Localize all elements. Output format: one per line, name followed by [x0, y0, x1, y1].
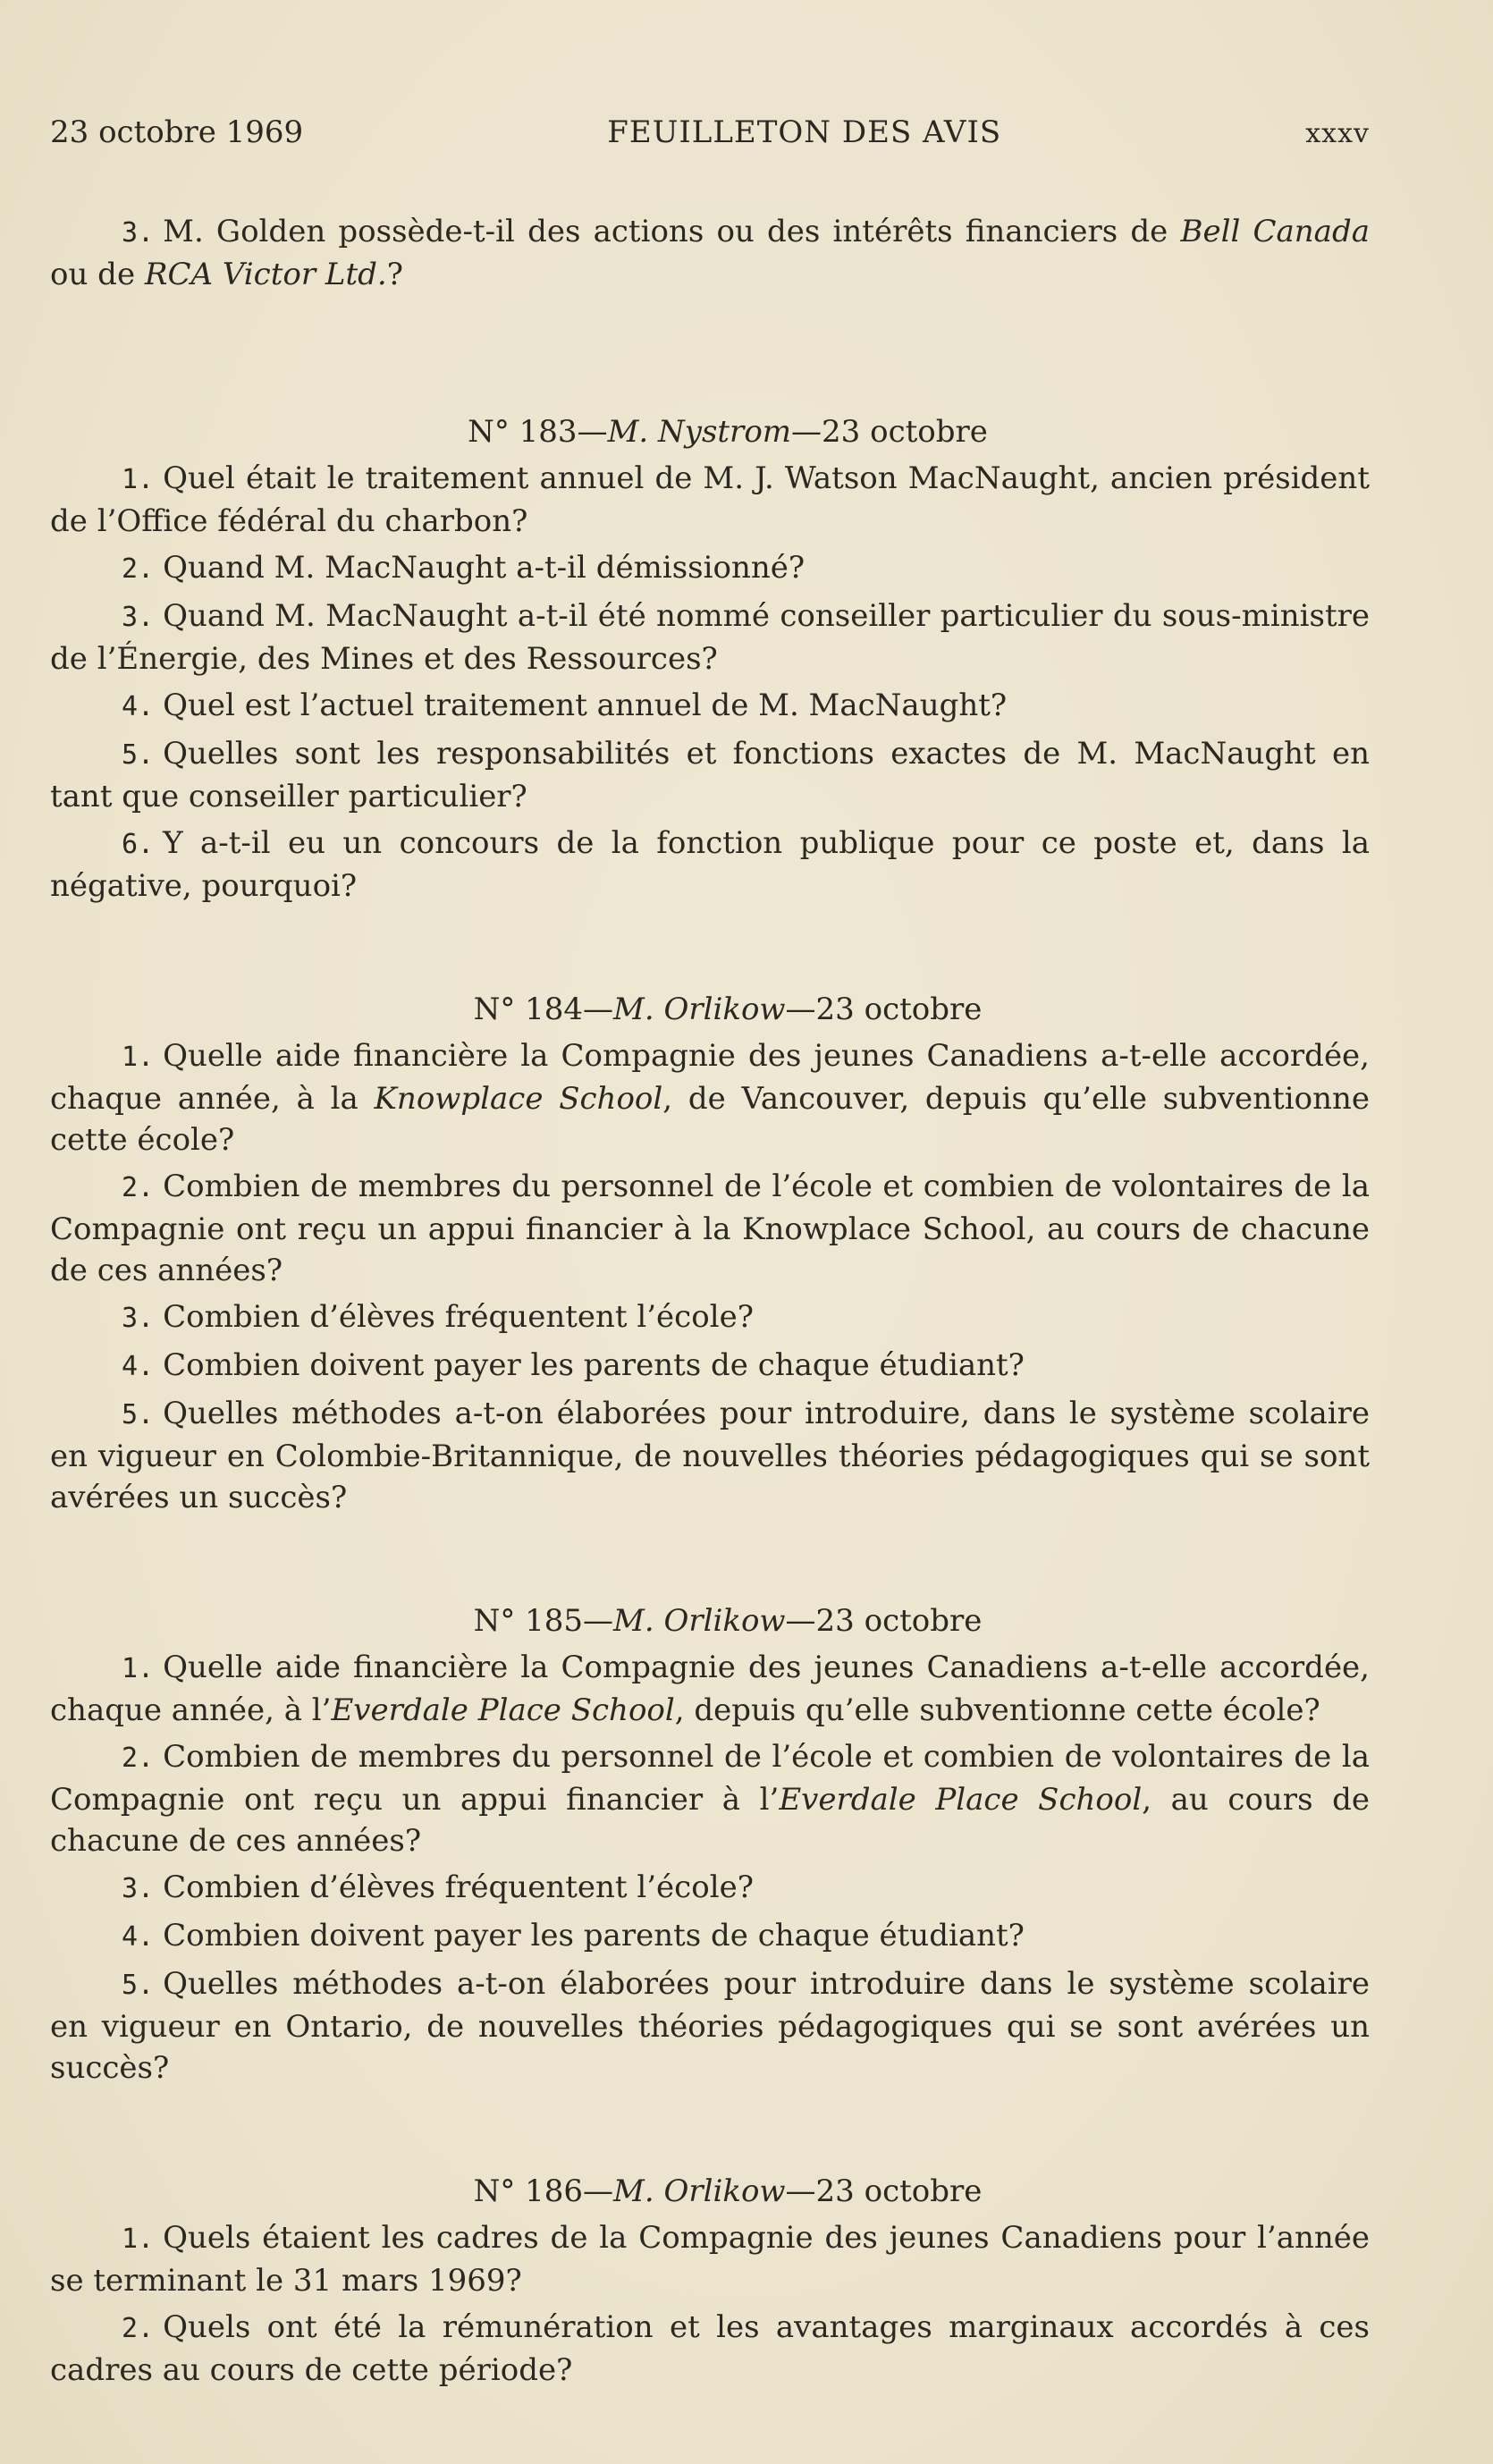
question-paragraph: 2. Combien de membres du personnel de l’école et combien de volontaires de la Compagnie ont reçu un appui financier à la Knowplace School, au cours de chacune de ces années? [50, 1169, 1370, 1288]
notice-183 [50, 411, 1370, 907]
notice-heading: N° 184—M. Orlikow—23 octobre [473, 992, 983, 1027]
question-paragraph: 1. Quels étaient les cadres de la Compagnie des jeunes Canadiens pour l’année se terminant le 31 mars 1969? [50, 2220, 1370, 2299]
running-header [50, 114, 1370, 150]
question-paragraph: 4. Combien doivent payer les parents de chaque étudiant? [122, 1347, 1025, 1383]
question-paragraph: 2. Quand M. MacNaught a-t-il démissionné? [122, 550, 806, 586]
notice-186 [50, 2171, 1370, 2391]
continued-question [50, 211, 1370, 295]
question-number: 1. [122, 2224, 155, 2255]
question-number: 2. [122, 553, 155, 585]
notice-heading: N° 185—M. Orlikow—23 octobre [473, 1603, 983, 1639]
question-paragraph: 3. Quand M. MacNaught a-t-il été nommé conseiller particulier du sous-ministre de l’Énergie, des Mines et des Ressources? [50, 598, 1370, 677]
question-number: 3. [122, 1303, 155, 1334]
question-paragraph: 5. Quelles sont les responsabilités et fonctions exactes de M. MacNaught en tant que conseiller particulier? [50, 736, 1370, 814]
question-paragraph: 3. M. Golden possède-t-il des actions ou des intérêts financiers de Bell Canada ou de RCA Victor Ltd.? [50, 214, 1370, 292]
question-paragraph: 1. Quelle aide financière la Compagnie des jeunes Canadiens a-t-elle accordée, chaque année, à l’Everdale Place School, depuis qu’elle subventionne cette école? [50, 1650, 1370, 1728]
header-title: FEUILLETON DES AVIS [607, 114, 1002, 150]
question-paragraph: 4. Quel est l’actuel traitement annuel de M. MacNaught? [122, 688, 1008, 723]
question-number: 4. [122, 691, 155, 722]
question-number: 2. [122, 2313, 155, 2344]
question-number: 3. [122, 602, 155, 633]
question-number: 1. [122, 1653, 155, 1684]
question-paragraph: 1. Quelle aide financière la Compagnie des jeunes Canadiens a-t-elle accordée, chaque année, à la Knowplace School, de Vancouver, depuis qu’elle subventionne cette école? [50, 1038, 1370, 1158]
question-number: 4. [122, 1921, 155, 1953]
question-paragraph: 6. Y a-t-il eu un concours de la fonction publique pour ce poste et, dans la négative, pourquoi? [50, 825, 1370, 904]
notice-heading: N° 183—M. Nystrom—23 octobre [468, 414, 988, 450]
question-number: 4. [122, 1351, 155, 1382]
question-number: 1. [122, 1042, 155, 1073]
question-paragraph: 5. Quelles méthodes a-t-on élaborées pour introduire, dans le système scolaire en vigueur en Colombie-Britannique, de nouvelles théories pédagogiques qui se sont avérées un succès? [50, 1396, 1370, 1515]
question-paragraph: 2. Combien de membres du personnel de l’école et combien de volontaires de la Compagnie ont reçu un appui financier à l’Everdale Place School, au cours de chacune de ces années? [50, 1739, 1371, 1859]
question-number: 2. [122, 1743, 155, 1774]
header-page-number: xxxv [1305, 118, 1370, 149]
question-paragraph: 3. Combien d’élèves fréquentent l’école? [122, 1869, 754, 1905]
question-number: 5. [122, 1970, 155, 2001]
notice-heading: N° 186—M. Orlikow—23 octobre [473, 2173, 983, 2209]
notice-185 [50, 1600, 1370, 2088]
question-paragraph: 3. Combien d’élèves fréquentent l’école? [122, 1299, 754, 1335]
question-number: 1. [122, 464, 155, 495]
question-number: 3. [122, 217, 155, 249]
header-date: 23 octobre 1969 [50, 114, 304, 150]
question-number: 2. [122, 1172, 155, 1203]
question-paragraph: 1. Quel était le traitement annuel de M. J. Watson MacNaught, ancien président de l’Office fédéral du charbon? [50, 460, 1370, 539]
question-paragraph: 4. Combien doivent payer les parents de chaque étudiant? [122, 1918, 1025, 1953]
question-number: 3. [122, 1873, 155, 1904]
question-paragraph: 5. Quelles méthodes a-t-on élaborées pour introduire dans le système scolaire en vigueur en Ontario, de nouvelles théories pédagogiques qui se sont avérées un succès? [50, 1966, 1370, 2086]
question-paragraph: 2. Quels ont été la rémunération et les avantages marginaux accordés à ces cadres au cours de cette période? [50, 2309, 1370, 2388]
notice-184 [50, 989, 1370, 1518]
question-number: 5. [122, 739, 155, 771]
question-number: 6. [122, 829, 155, 860]
question-number: 5. [122, 1399, 155, 1430]
